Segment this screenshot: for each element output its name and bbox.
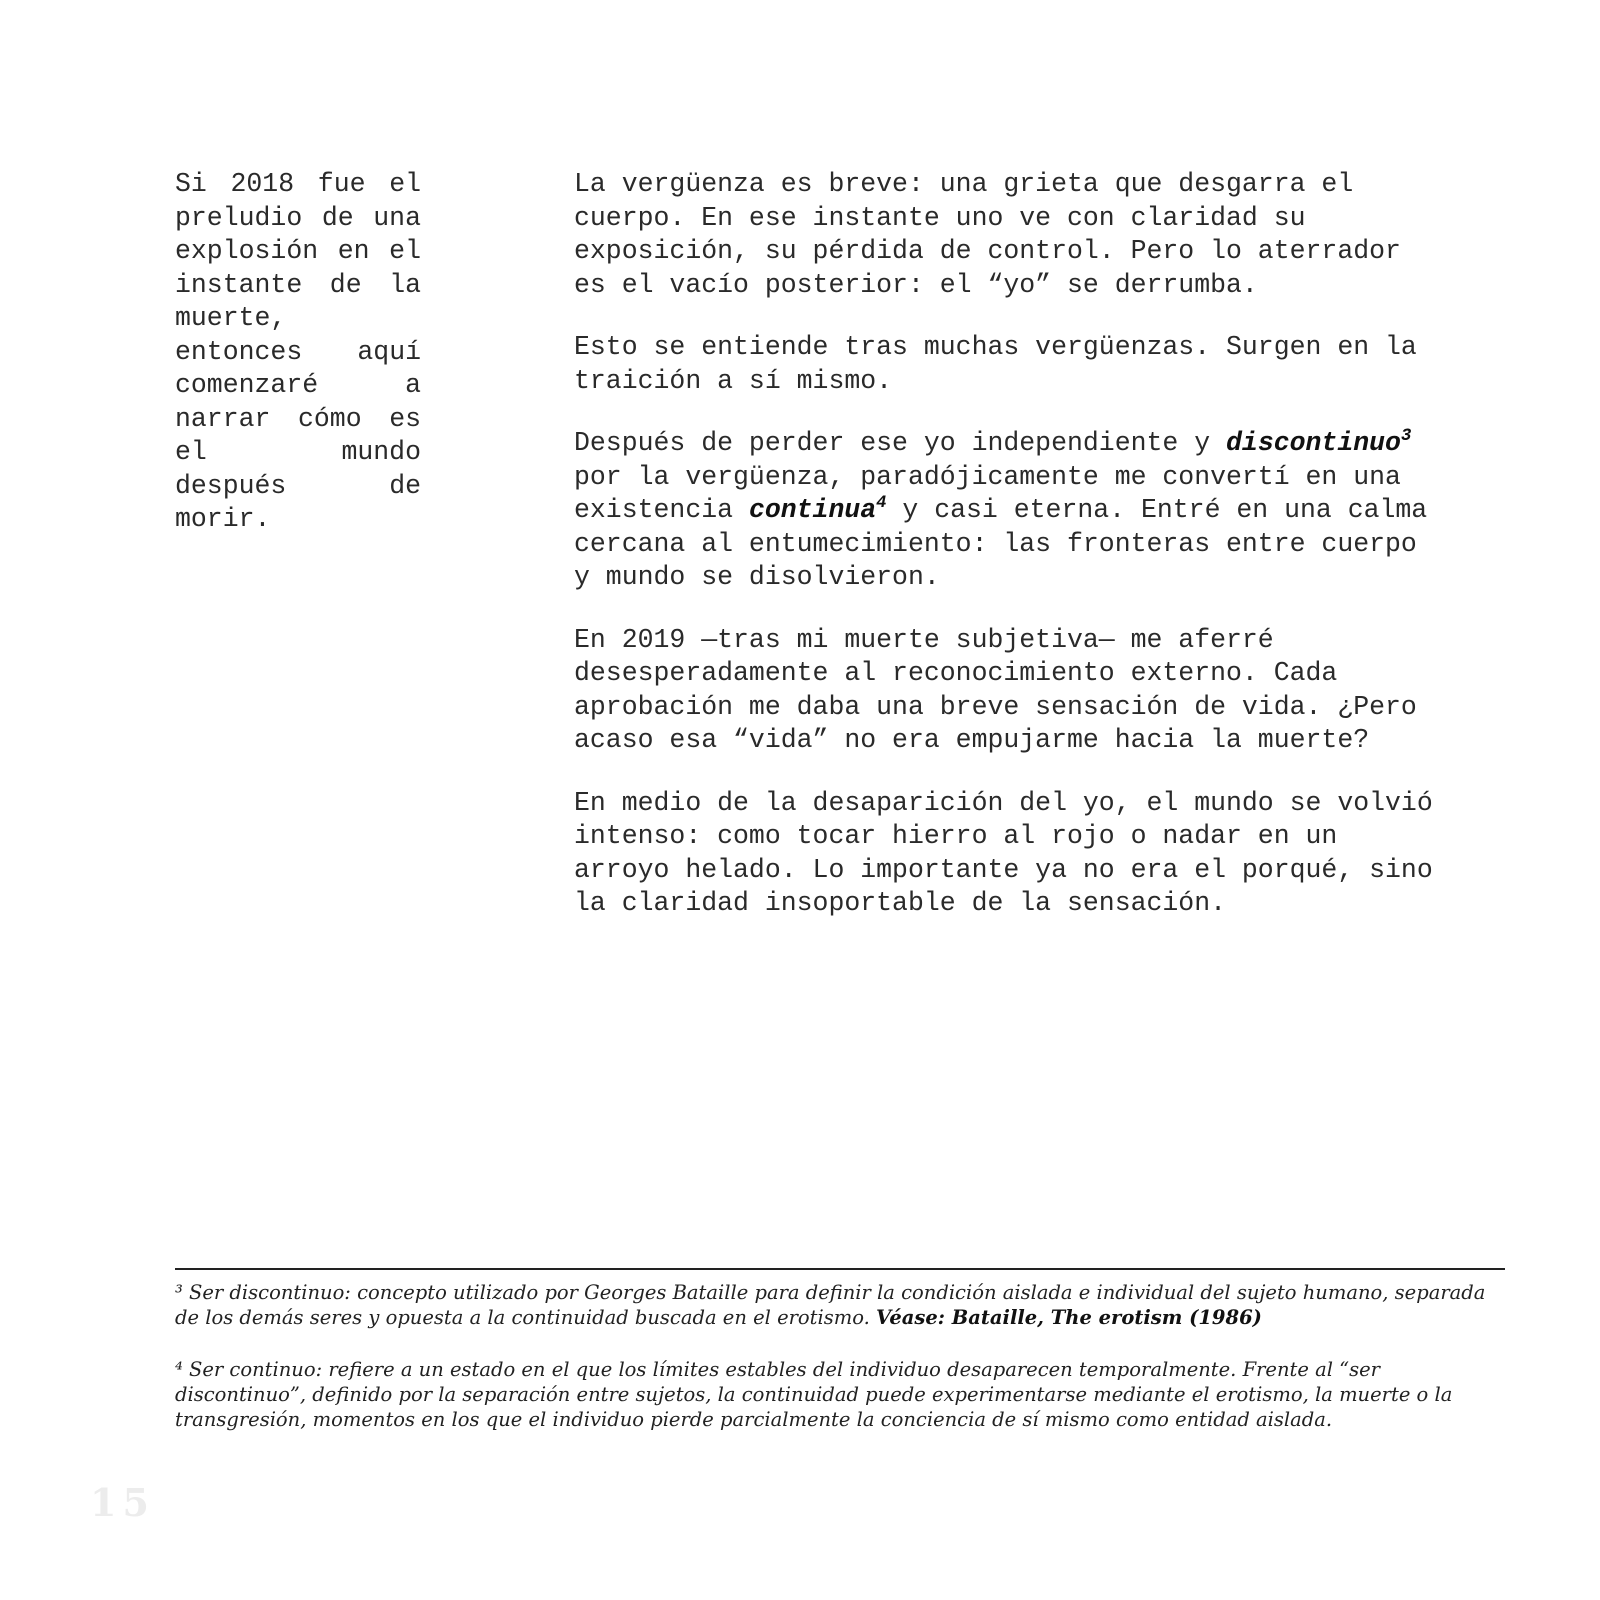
page-number: 15 bbox=[90, 1480, 155, 1525]
paragraph-3-part-1: Después de perder ese yo independiente y bbox=[574, 428, 1227, 458]
term-continua bbox=[749, 495, 887, 525]
paragraph-3-part-2: por la vergüenza, paradójicamente me convertí en una existencia bbox=[574, 461, 1401, 525]
footnote-mark-3: 3 bbox=[1400, 427, 1412, 447]
paragraph-3-part-3: y casi eterna. Entré en una calma cercana al entumecimiento: las fronteras entre cuerpo y mundo se disolvieron. bbox=[574, 495, 1428, 592]
footnote-3-text: ³ Ser discontinuo: concepto utilizado por Georges Bataille para definir la condición aislada e individual del sujeto humano, separada de los demás seres y opuesta a la continuidad buscada en el erotismo. bbox=[175, 1281, 1486, 1329]
side-note: Si 2018 fue el preludio de una explosión en el instante de la muerte, entonces aquí comenzaré a narrar cómo es el mundo después de morir. bbox=[175, 169, 421, 534]
term-continua-text: continua bbox=[748, 495, 877, 525]
paragraph-4: En 2019 —tras mi muerte subjetiva— me aferré desesperadamente al reconocimiento externo. Cada aprobación me daba una breve sensación de vida. ¿Pero acaso esa “vida” no era empujarme hacia la muerte? bbox=[574, 624, 1417, 755]
footnote-mark-4: 4 bbox=[876, 494, 887, 514]
footnotes bbox=[175, 1280, 1505, 1459]
footnote-4: ⁴ Ser continuo: refiere a un estado en el que los límites estables del individuo desaparecen temporalmente. Frente al “ser discontinuo”, definido por la separación entre sujetos, la continuidad puede experimentarse mediante el erotismo, la muerte o la transgresión, momentos en los que el individuo pierde parcialmente la conciencia de sí mismo como entidad aislada. bbox=[175, 1358, 1453, 1431]
term-discontinuo bbox=[1226, 428, 1411, 458]
paragraph-1: La vergüenza es breve: una grieta que desgarra el cuerpo. En ese instante uno ve con claridad su exposición, su pérdida de control. Pero lo aterrador es el vacío posterior: el “yo” se derrumba. bbox=[574, 169, 1401, 300]
term-discontinuo-text: discontinuo bbox=[1226, 428, 1401, 458]
footnote-3-reference: Véase: Bataille, The erotism (1986) bbox=[876, 1306, 1262, 1329]
paragraph-2: Esto se entiende tras muchas vergüenzas. Surgen en la traición a sí mismo. bbox=[574, 332, 1417, 396]
paragraph-3 bbox=[574, 427, 1444, 595]
footnote-divider bbox=[175, 1268, 1505, 1270]
paragraph-5: En medio de la desaparición del yo, el mundo se volvió intenso: como tocar hierro al rojo o nadar en un arroyo helado. Lo importante ya no era el porqué, sino la claridad insoportable de la sensación. bbox=[574, 787, 1433, 918]
main-text bbox=[574, 168, 1444, 950]
footnote-3 bbox=[175, 1280, 1505, 1330]
